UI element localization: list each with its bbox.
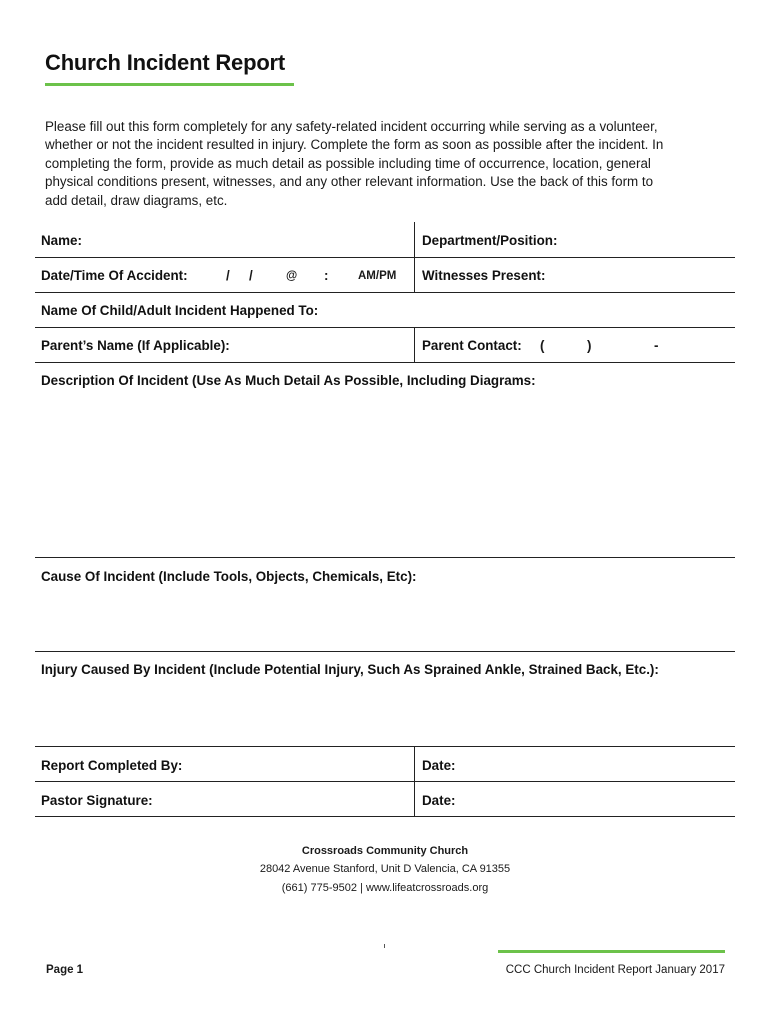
form-row-parent bbox=[35, 328, 735, 363]
phone-dash: - bbox=[654, 338, 659, 353]
date-separator: / bbox=[226, 268, 230, 283]
form-row-report bbox=[35, 747, 735, 782]
description-label: Description Of Incident (Use As Much Detail As Possible, Including Diagrams: bbox=[41, 373, 536, 388]
intro-line: add detail, draw diagrams, etc. bbox=[45, 192, 228, 208]
name-label: Name: bbox=[41, 233, 82, 248]
page-number: Page 1 bbox=[46, 964, 84, 976]
report-date-field[interactable] bbox=[415, 747, 735, 781]
form-row-datetime bbox=[35, 258, 735, 293]
parent-contact-field[interactable] bbox=[415, 328, 735, 362]
signature-date-field[interactable] bbox=[415, 782, 735, 816]
intro-line: completing the form, provide as much detail as possible including time of occurrence, location, general bbox=[45, 155, 651, 171]
center-tick-mark bbox=[384, 944, 385, 948]
footer-accent-rule bbox=[498, 950, 725, 953]
incident-form bbox=[35, 222, 735, 817]
parent-contact-label: Parent Contact: bbox=[422, 338, 522, 353]
witnesses-label: Witnesses Present: bbox=[422, 268, 546, 283]
at-sign: @ bbox=[286, 270, 298, 282]
intro-line: whether or not the incident resulted in injury. Complete the form as soon as possible after the incident. In bbox=[45, 137, 664, 153]
form-row-signature bbox=[35, 782, 735, 817]
report-date-label: Date: bbox=[422, 758, 456, 773]
parent-name-field[interactable] bbox=[35, 328, 415, 362]
footer-contact: (661) 775-9502 | www.lifeatcrossroads.org bbox=[281, 882, 489, 894]
footer-address: 28042 Avenue Stanford, Unit D Valencia, CA 91355 bbox=[259, 863, 511, 875]
parent-name-label: Parent’s Name (If Applicable): bbox=[41, 338, 230, 353]
child-adult-label: Name Of Child/Adult Incident Happened To: bbox=[41, 303, 319, 318]
date-time-label: Date/Time Of Accident: bbox=[41, 268, 188, 283]
cause-field[interactable] bbox=[35, 558, 735, 652]
signature-date-label: Date: bbox=[422, 793, 456, 808]
footer-org-name: Crossroads Community Church bbox=[301, 845, 469, 857]
am-pm-indicator: AM/PM bbox=[358, 270, 397, 282]
page-title: Church Incident Report bbox=[45, 50, 286, 75]
pastor-signature-label: Pastor Signature: bbox=[41, 793, 153, 808]
intro-paragraph bbox=[45, 118, 715, 210]
injury-label: Injury Caused By Incident (Include Potential Injury, Such As Sprained Ankle, Strained Back, Etc.): bbox=[41, 662, 659, 677]
department-label: Department/Position: bbox=[422, 233, 558, 248]
injury-field[interactable] bbox=[35, 652, 735, 747]
cause-label: Cause Of Incident (Include Tools, Objects, Chemicals, Etc): bbox=[41, 569, 417, 584]
intro-line: physical conditions present, witnesses, and any other relevant information. Use the back of this form to bbox=[45, 174, 654, 190]
date-time-field[interactable] bbox=[35, 258, 415, 292]
date-separator: / bbox=[249, 268, 253, 283]
time-separator: : bbox=[324, 268, 329, 283]
report-completed-field[interactable] bbox=[35, 747, 415, 781]
witnesses-field[interactable] bbox=[415, 258, 735, 292]
form-row-name bbox=[35, 222, 735, 258]
report-completed-label: Report Completed By: bbox=[41, 758, 183, 773]
document-label: CCC Church Incident Report January 2017 bbox=[505, 964, 725, 976]
description-field[interactable] bbox=[35, 363, 735, 558]
pastor-signature-field[interactable] bbox=[35, 782, 415, 816]
title-accent-rule bbox=[45, 83, 294, 86]
child-adult-field[interactable] bbox=[35, 293, 735, 328]
department-field[interactable] bbox=[415, 222, 735, 257]
intro-line: Please fill out this form completely for any safety-related incident occurring while serving as a volunteer, bbox=[45, 119, 658, 134]
name-field[interactable] bbox=[35, 222, 415, 257]
phone-open-paren: ( bbox=[540, 338, 545, 353]
phone-close-paren: ) bbox=[587, 338, 592, 353]
